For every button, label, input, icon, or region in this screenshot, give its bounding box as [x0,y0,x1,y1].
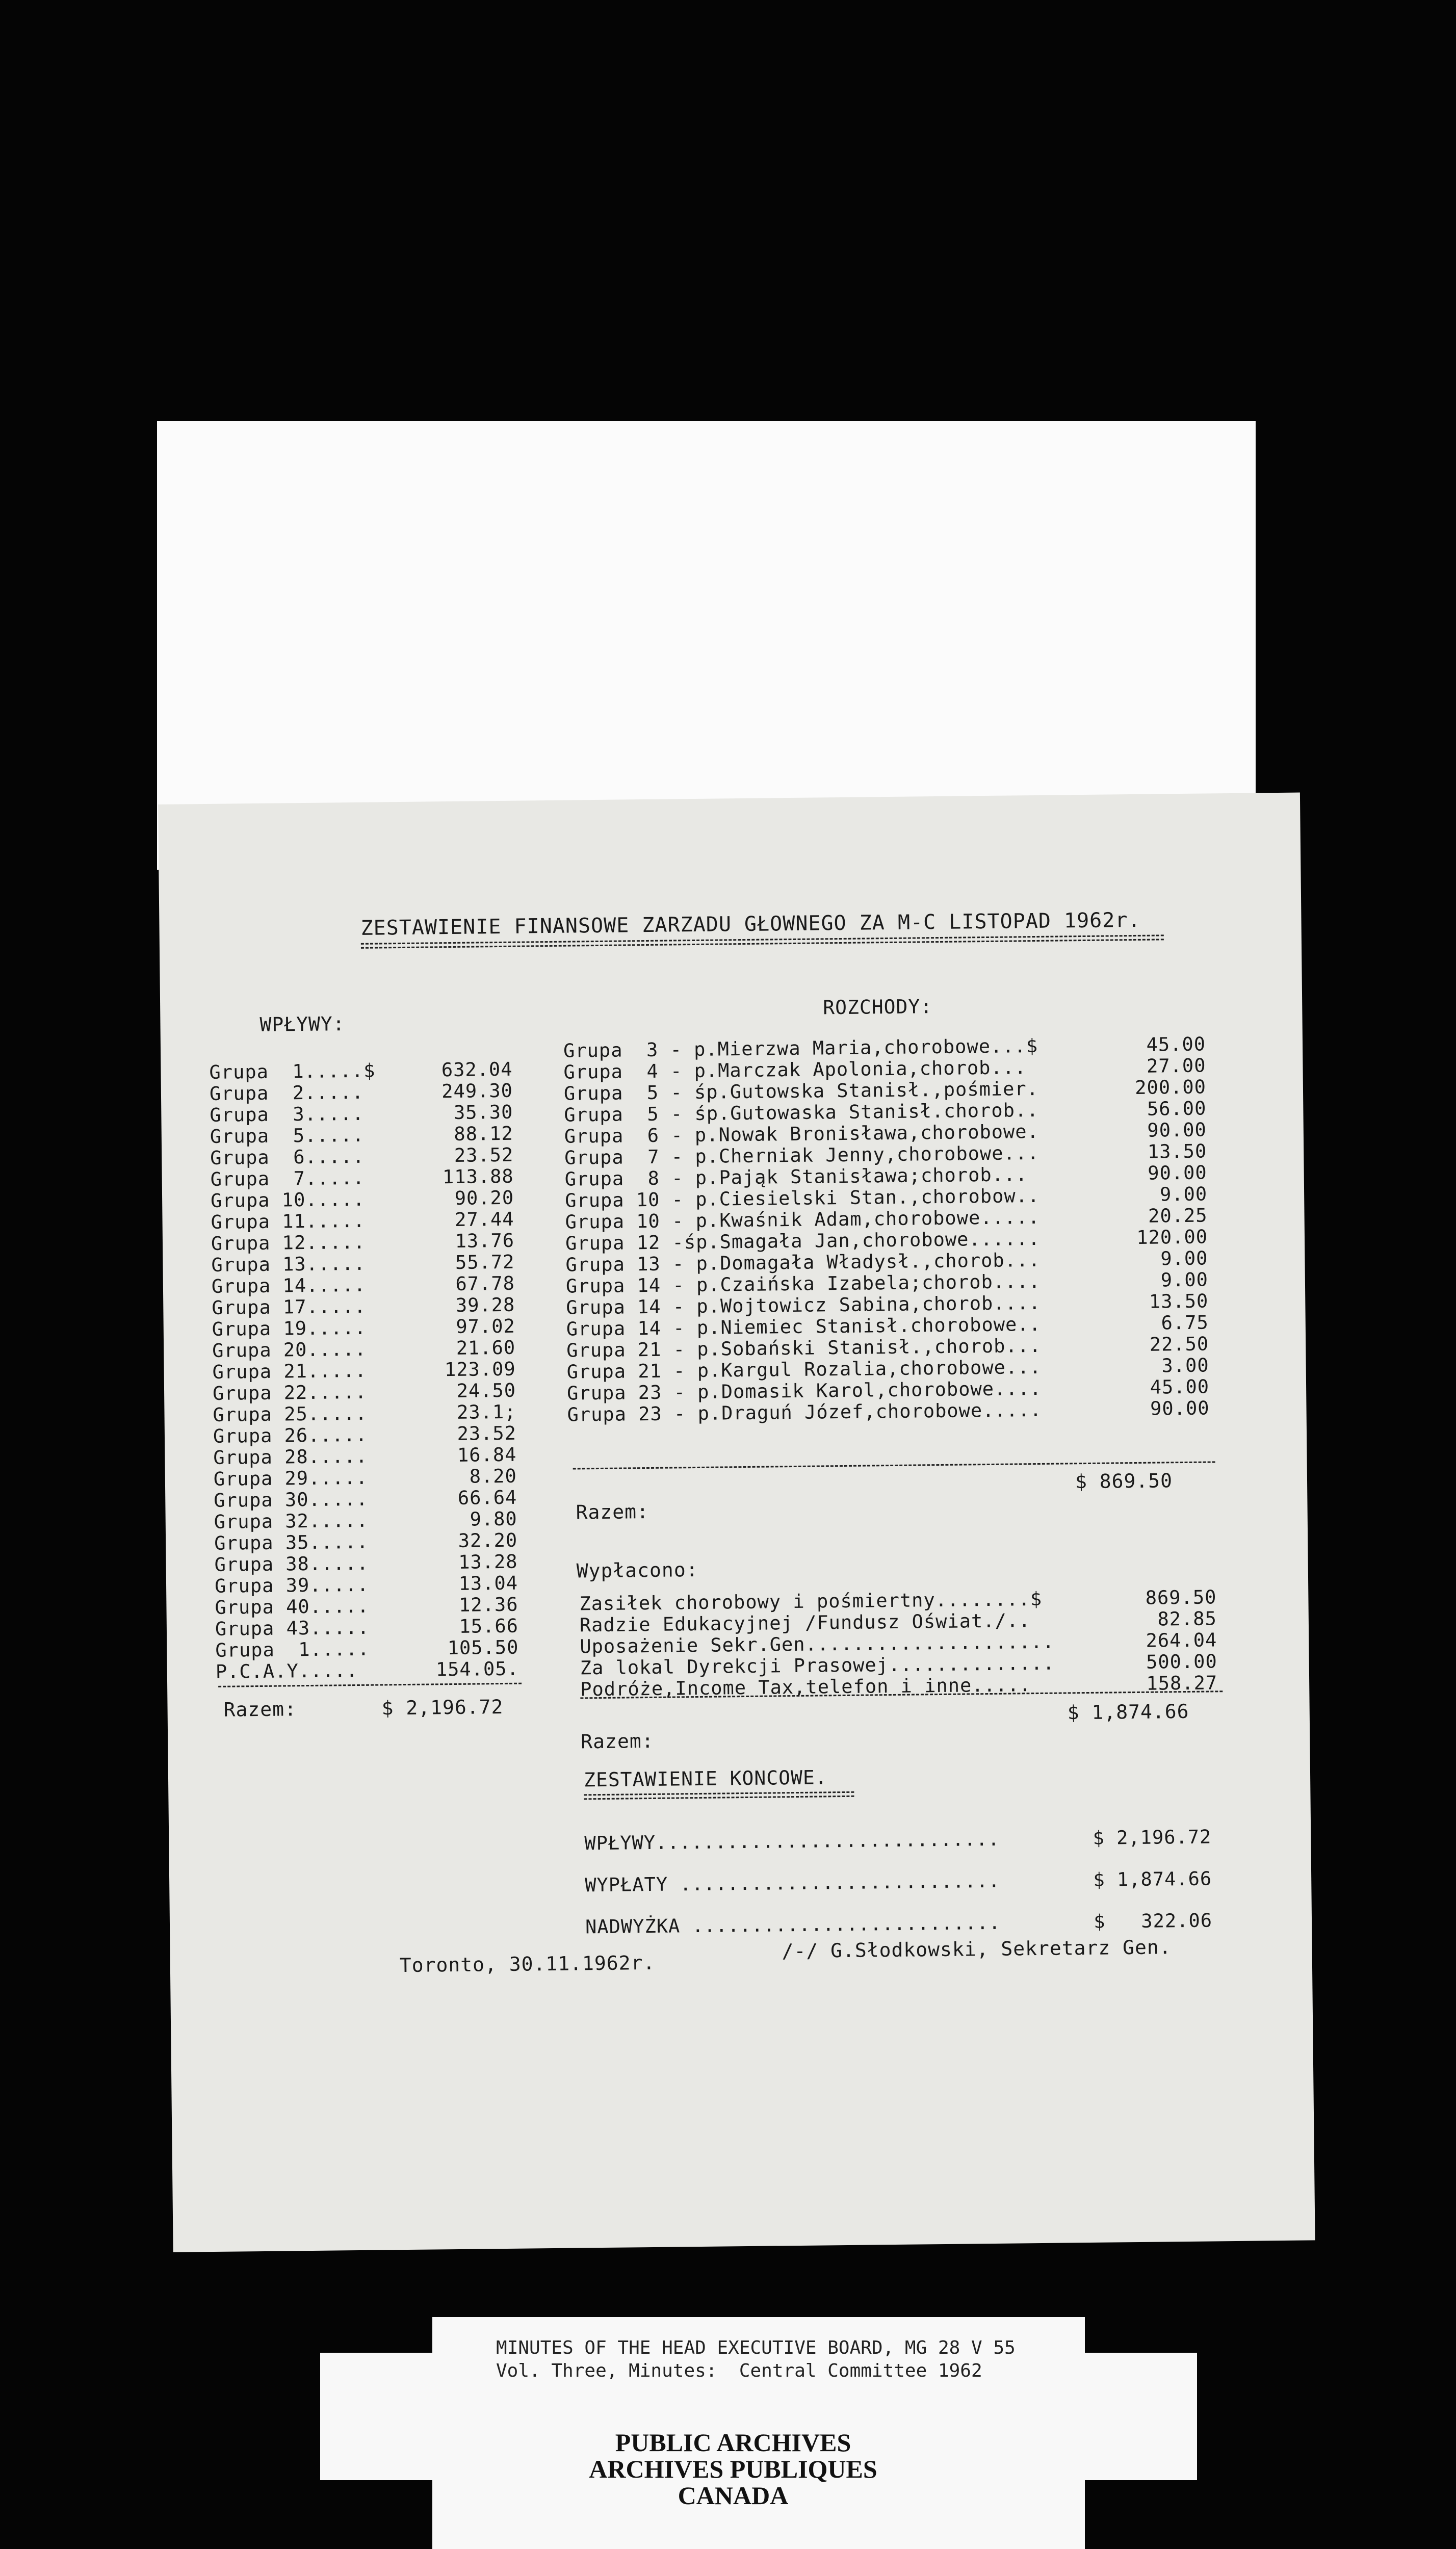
wplywy-row-amount: 16.84 [457,1443,517,1466]
wplywy-row-amount: 15.66 [459,1615,519,1637]
rozchody-row-label: Grupa 6 - p.Nowak Bronisława,chorobowe. [564,1120,1039,1148]
wplywy-heading: WPŁYWY: [259,1012,345,1036]
summary-double-underline [584,1791,854,1800]
wplywy-row-amount: 12.36 [458,1593,518,1616]
rozchody-row-amount: 90.00 [1148,1161,1207,1184]
wplywy-row-label: Grupa 13..... [211,1252,366,1276]
rozchody-row-amount: 56.00 [1147,1097,1207,1120]
label-tab-left [320,2353,432,2480]
wplywy-row-label: Grupa 10..... [210,1188,365,1212]
wyplacono-row-amount: 264.04 [1146,1629,1217,1652]
wplywy-row-amount: 90.20 [454,1186,514,1209]
wyplacono-row-amount: 500.00 [1146,1650,1217,1673]
wplywy-row-amount: 32.20 [458,1529,518,1552]
rozchody-heading: ROZCHODY: [823,995,933,1019]
rozchody-row-label: Grupa 5 - śp.Gutowska Stanisł.,pośmier. [563,1077,1039,1105]
wplywy-row-label: Grupa 17..... [212,1295,367,1319]
wplywy-row-amount: 9.80 [470,1507,517,1530]
wplywy-row-amount: 55.72 [455,1251,515,1273]
wplywy-row-label: P.C.A.Y..... [215,1659,358,1683]
wyplacono-row-label: Podróże,Income Tax,telefon i inne..... [580,1674,1031,1701]
wplywy-row-label: Grupa 28..... [213,1445,368,1469]
wplywy-row-amount: 27.44 [454,1208,514,1231]
archive-stamp-line-3: CANADA [678,2481,789,2510]
summary-row-label: WPŁYWY............................. [584,1828,1000,1855]
wplywy-row-label: Grupa 29..... [213,1466,368,1490]
wplywy-row-amount: 23.52 [457,1422,517,1445]
wplywy-row-label: Grupa 40..... [215,1595,370,1619]
wplywy-total-amount: $ 2,196.72 [381,1696,504,1720]
wyplacono-row-label: Uposażenie Sekr.Gen..................... [580,1630,1055,1658]
wplywy-row-label: Grupa 6..... [210,1145,365,1169]
rozchody-row-amount: 200.00 [1135,1076,1207,1099]
wplywy-row-amount: 13.04 [458,1572,518,1595]
wplywy-row-amount: 13.76 [455,1229,515,1252]
rozchody-row-label: Grupa 21 - p.Sobański Stanisł.,chorob... [566,1334,1042,1362]
wplywy-row-label: Grupa 14..... [211,1273,366,1297]
wplywy-rule [218,1683,522,1687]
archive-stamp-line-1: PUBLIC ARCHIVES [615,2428,851,2457]
wplywy-row-label: Grupa 26..... [213,1423,368,1447]
rozchody-row-label: Grupa 14 - p.Niemiec Stanisł.chorobowe.. [566,1313,1042,1340]
wplywy-row-amount: 88.12 [454,1122,514,1145]
rozchody-row-amount: 3.00 [1161,1354,1209,1377]
wplywy-row-label: Grupa 12..... [211,1231,366,1255]
place-date: Toronto, 30.11.1962r. [399,1951,656,1977]
rozchody-row-label: Grupa 21 - p.Kargul Rozalia,chorobowe... [566,1356,1042,1383]
rozchody-row-amount: 45.00 [1150,1375,1210,1398]
rozchody-row-label: Grupa 10 - p.Ciesielski Stan.,chorobow.. [564,1184,1040,1212]
wplywy-row-label: Grupa 35..... [214,1530,369,1554]
rozchody-row-amount: 9.00 [1159,1183,1208,1206]
archive-stamp-line-2: ARCHIVES PUBLIQUES [589,2455,877,2483]
rozchody-row-amount: 90.00 [1150,1397,1210,1420]
rozchody-row-label: Grupa 12 -śp.Smagała Jan,chorobowe...... [565,1227,1041,1255]
summary-row-amount: $ 1,874.66 [1093,1867,1212,1891]
wplywy-row-label: Grupa 43..... [215,1616,370,1640]
wyplacono-row-label: Zasiłek chorobowy i pośmiertny........$ [579,1588,1043,1615]
summary-row-label: NADWYŻKA .......................... [585,1911,1001,1938]
rozchody-row-label: Grupa 4 - p.Marczak Apolonia,chorob... [563,1056,1027,1083]
wplywy-row-label: Grupa 38..... [214,1552,369,1576]
rozchody-row-label: Grupa 3 - p.Mierzwa Maria,chorobowe...$ [563,1034,1038,1062]
wplywy-row-amount: 39.28 [455,1293,515,1316]
rozchody-total-label: Razem: [576,1500,649,1524]
wplywy-row-label: Grupa 19..... [212,1316,367,1340]
wplywy-row-amount: 67.78 [455,1272,515,1295]
summary-row-label: WYPŁATY ........................... [585,1869,1001,1896]
wyplacono-total-amount: $ 1,874.66 [1067,1700,1189,1724]
rozchody-row-amount: 9.00 [1160,1247,1208,1270]
wplywy-row-amount: 13.28 [458,1550,518,1573]
summary-row-amount: $ 2,196.72 [1093,1826,1212,1849]
rozchody-rule [573,1461,1215,1469]
wplywy-row-amount: 35.30 [453,1101,513,1124]
wplywy-row-label: Grupa 30..... [214,1488,369,1512]
wplywy-row-amount: 154.05. [435,1657,519,1681]
wplywy-row-label: Grupa 25..... [213,1402,368,1426]
rozchody-row-amount: 20.25 [1148,1204,1208,1227]
rozchody-row-label: Grupa 14 - p.Wojtowicz Sabina,chorob.... [566,1291,1041,1319]
summary-row-amount: $ 322.06 [1094,1909,1213,1933]
wplywy-row-amount: 105.50 [447,1636,519,1659]
rozchody-row-label: Grupa 23 - p.Draguń Józef,chorobowe..... [567,1398,1042,1426]
wplywy-row-label: Grupa 22..... [212,1381,367,1404]
wplywy-row-amount: 23.1; [456,1400,516,1423]
label-line-1: MINUTES OF THE HEAD EXECUTIVE BOARD, MG 28 V 55 [496,2337,1016,2358]
wyplacono-total-label: Razem: [581,1729,654,1753]
summary-heading: ZESTAWIENIE KONCOWE. [583,1766,827,1791]
wyplacono-row-amount: 869.50 [1145,1586,1217,1609]
rozchody-row-amount: 45.00 [1146,1033,1206,1056]
wplywy-row-amount: 123.09 [444,1358,516,1381]
rozchody-row-label: Grupa 10 - p.Kwaśnik Adam,chorobowe..... [565,1206,1040,1233]
wplywy-row-label: Grupa 32..... [214,1509,369,1533]
rozchody-row-amount: 27.00 [1146,1054,1206,1077]
wplywy-row-label: Grupa 5..... [210,1124,365,1148]
wplywy-row-amount: 21.60 [456,1336,516,1359]
rozchody-row-amount: 6.75 [1161,1311,1209,1334]
rozchody-row-amount: 13.50 [1149,1290,1209,1313]
rozchody-row-label: Grupa 7 - p.Cherniak Jenny,chorobowe... [564,1141,1039,1169]
rozchody-row-label: Grupa 23 - p.Domasik Karol,chorobowe.... [566,1377,1042,1404]
wplywy-row-amount: 249.30 [441,1079,513,1103]
wplywy-row-label: Grupa 2..... [209,1081,364,1105]
wyplacono-row-amount: 158.27 [1146,1672,1218,1695]
wplywy-row-label: Grupa 21..... [212,1359,367,1383]
wplywy-row-label: Grupa 1.....$ [209,1059,376,1083]
wplywy-row-amount: 632.04 [441,1058,513,1081]
wyplacono-row-label: Radzie Edukacyjnej /Fundusz Oświat./.. [579,1609,1031,1636]
wplywy-row-label: Grupa 3..... [210,1102,365,1126]
financial-statement-page [158,793,1315,2252]
wplywy-row-amount: 8.20 [469,1465,517,1488]
label-line-2: Vol. Three, Minutes: Central Committee 1962 [496,2360,982,2381]
wplywy-row-amount: 66.64 [457,1486,517,1509]
rozchody-row-amount: 90.00 [1147,1119,1207,1141]
wplywy-row-label: Grupa 20..... [212,1338,367,1362]
wplywy-total-label: Razem: [223,1698,297,1721]
wplywy-row-label: Grupa 11..... [211,1209,366,1233]
rozchody-row-amount: 22.50 [1149,1333,1209,1356]
wplywy-row-amount: 24.50 [456,1379,516,1402]
label-tab-right [1085,2353,1197,2480]
wplywy-row-amount: 97.02 [456,1315,515,1338]
wplywy-row-label: Grupa 7..... [210,1166,365,1190]
rozchody-row-label: Grupa 5 - śp.Gutowaska Stanisł.chorob.. [564,1099,1039,1126]
wplywy-row-amount: 113.88 [442,1165,514,1188]
wplywy-row-label: Grupa 1..... [215,1637,370,1661]
wyplacono-row-label: Za lokal Dyrekcji Prasowej.............. [580,1652,1055,1679]
statement-title: ZESTAWIENIE FINANSOWE ZARZADU GŁOWNEGO ZA M-C LISTOPAD 1962r. [360,908,1141,940]
rozchody-row-label: Grupa 14 - p.Czaińska Izabela;chorob.... [565,1270,1041,1297]
archive-label [320,2317,1187,2549]
signature: /-/ G.Słodkowski, Sekretarz Gen. [782,1936,1172,1963]
rozchody-total-amount: $ 869.50 [1075,1469,1173,1493]
wyplacono-row-amount: 82.85 [1157,1607,1217,1630]
rozchody-row-amount: 120.00 [1136,1226,1208,1249]
rozchody-row-amount: 13.50 [1147,1140,1207,1163]
rozchody-row-amount: 9.00 [1160,1268,1209,1291]
wplywy-row-label: Grupa 39..... [214,1573,369,1597]
rozchody-row-label: Grupa 8 - p.Pająk Stanisława;chorob... [564,1163,1028,1190]
wyplacono-heading: Wypłacono: [576,1558,698,1582]
rozchody-row-label: Grupa 13 - p.Domagała Władysł.,chorob... [565,1249,1041,1276]
wplywy-row-amount: 23.52 [454,1143,514,1166]
